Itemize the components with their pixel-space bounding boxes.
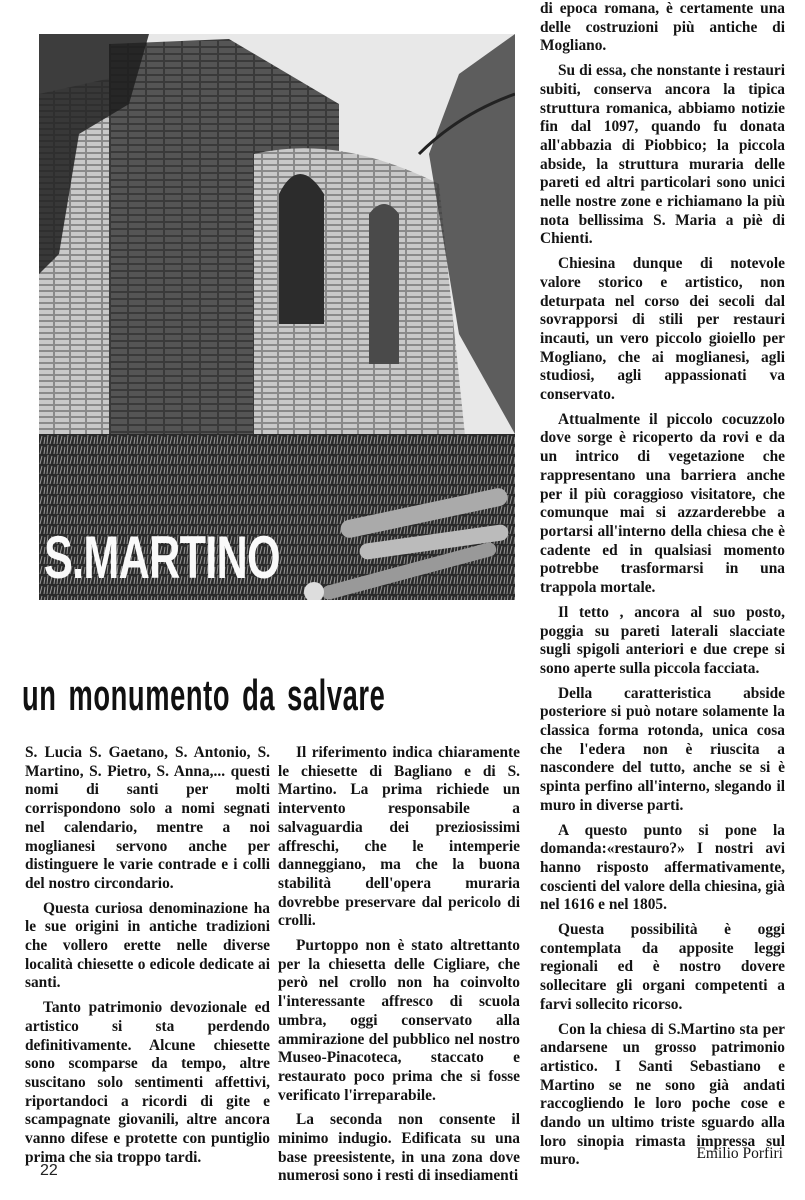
paragraph: Chiesina dunque di notevole valore storico e artistico, non deturpata nel corso dei secoli dal sovrapporsi di stili per restauri incauti, un vero piccolo gioiello per Mogliano, che ai moglianesi, agli studiosi, agli appassionati va conservato. <box>540 255 785 404</box>
paragraph: Questa curiosa denominazione ha le sue origini in antiche tradizioni che vollero erette nelle diverse località chiesette o edicole dedicate ai santi. <box>25 899 270 992</box>
church-photo-illustration <box>39 34 515 600</box>
paragraph: La seconda non consente il minimo indugio. Edificata su una base preesistente, in una zona dove numerosi sono i resti di insediamenti <box>278 1111 520 1185</box>
photo-caption: S.MARTINO <box>44 524 280 591</box>
paragraph: Con la chiesa di S.Martino sta per andarsene un grosso patrimonio artistico. I Santi Sebastiano e Martino se ne sono già andati raccogliendo le loro poche cose e dando un ultimo triste sguardo alla loro sinopia rimasta impressa sul muro. <box>540 1020 785 1169</box>
paragraph: A questo punto si pone la domanda:«restauro?» I nostri avi hanno risposto affermativamente, coscienti del valore della chiesina, già nel 1616 e nel 1805. <box>540 821 785 914</box>
apse-window <box>279 174 324 324</box>
apse-window-2 <box>369 204 399 364</box>
paragraph: S. Lucia S. Gaetano, S. Antonio, S. Martino, S. Pietro, S. Anna,... questi nomi di santi per molti corrispondono solo a nomi segnati nel calendario, mentre a noi moglianesi servono anche per distinguere le varie contrade e i colli del nostro circondario. <box>25 744 270 892</box>
church-photo <box>39 34 515 600</box>
paragraph: di epoca romana, è certamente una delle costruzioni più antiche di Mogliano. <box>540 0 785 55</box>
paragraph: Attualmente il piccolo cocuzzolo dove sorge è ricoperto da rovi e da un intrico di vegetazione che rappresentano una barriera anche per il più coraggioso visitatore, che comunque mai si azzarderebbe a portarsi all'interno della chiesa che è cadente ed in qualsiasi momento potrebbe trasformarsi in una trappola mortale. <box>540 410 785 597</box>
paragraph: Purtoppo non è stato altrettanto per la chiesetta delle Cigliare, che però nel crollo non ha coinvolto l'interessante affresco di scuola umbra, oggi conservato alla ammirazione del pubblico nel nostro Museo-Pinacoteca, staccato e restaurato poco prima che si fosse verificato l'irreparabile. <box>278 937 520 1104</box>
author-signature: Emilio Porfiri <box>696 1145 783 1162</box>
column-right <box>540 0 785 1176</box>
paragraph: Questa possibilità è oggi contemplata da apposite leggi regionali ed è nostro dovere sollecitare gli organi competenti a farvi sollecito ricorso. <box>540 921 785 1013</box>
column-left <box>25 744 270 1173</box>
page-number: 22 <box>40 1162 58 1179</box>
article-headline: un monumento da salvare <box>22 671 386 721</box>
column-middle <box>278 744 520 1192</box>
paragraph: Tanto patrimonio devozionale ed artistico si sta perdendo definitivamente. Alcune chiesette sono scomparse da tempo, altre suscitano solo sentimenti affettivi, riportandoci a ricordi di gite e scampagnate giovanili, altre ancora vanno difese e protette con puntiglio prima che sia troppo tardi. <box>25 999 270 1166</box>
paragraph: Il tetto , ancora al suo posto, poggia su pareti laterali slacciate sugli spigoli anteriori e due crepe si sono aperte sulla piccola facciata. <box>540 603 785 677</box>
paragraph: Della caratteristica abside posteriore si può notare solamente la classica forma rotonda, unica cosa che l'edera non è riuscita a nascondere del tutto, anche se si è spinta perfino all'interno, slegando il muro in diverse parti. <box>540 684 785 814</box>
paragraph: Su di essa, che nonstante i restauri subiti, conserva ancora la tipica struttura romanica, abbiamo notizie fin dal 1097, quando fu donata all'abbazia di Piobbico; la piccola abside, la struttura muraria delle pareti ed altri particolari sono unici nelle nostre zone e richiamano la più nota bellissima S. Maria a piè di Chienti. <box>540 62 785 248</box>
paragraph: Il riferimento indica chiaramente le chiesette di Bagliano e di S. Martino. La prima richiede un intervento responsabile a salvaguardia dei preziosissimi affreschi, che le intemperie danneggiano, ma che la buona stabilità dell'opera muraria dovrebbe preservare dal pericolo di crolli. <box>278 744 520 930</box>
